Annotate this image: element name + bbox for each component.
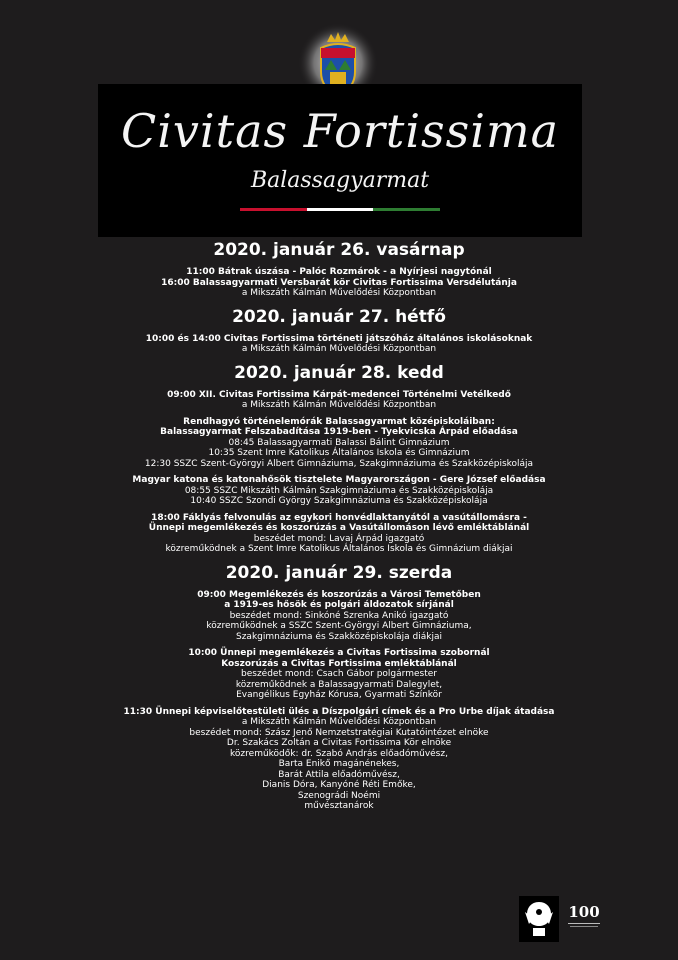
day-heading: 2020. január 26. vasárnap [213, 240, 465, 260]
event-line: Ünnepi megemlékezés és koszorúzás a Vasútállomáson lévő emléktáblánál [148, 523, 530, 533]
participants-line: közreműködnek a SSZC Szent-Györgyi Albert Gimnáziuma, [206, 621, 472, 631]
centenary-number: 100 [568, 903, 600, 921]
logo-underline [568, 923, 600, 924]
participants-line: Szakgimnáziuma és Szakközépiskolája diákjai [236, 631, 442, 642]
flag-red [240, 208, 307, 211]
eagle-emblem-icon [519, 896, 559, 942]
participants-line: Evangélikus Egyház Kórusa, Gyarmati Színkör [236, 690, 442, 700]
event-line: Balassagyarmat Felszabadítása 1919-ben - Tyekvicska Árpád előadása [160, 427, 518, 437]
participants-line: Dianis Dóra, Kanyóné Réti Emőke, [262, 780, 416, 790]
day-heading: 2020. január 27. hétfő [232, 306, 446, 327]
banner-title: Civitas Fortissima [121, 104, 559, 158]
flag-white [307, 208, 374, 211]
event-line: a 1919-es hősök és polgári áldozatok sírjánál [224, 600, 454, 610]
venue-line: a Mikszáth Kálmán Művelődési Központban [241, 717, 437, 727]
schedule-line: 10:35 Szent Imre Katolikus Általános Iskola és Gimnázium [208, 448, 470, 458]
centenary-logo [564, 904, 604, 930]
banner-subtitle: Balassagyarmat [250, 168, 430, 193]
event-line: 09:00 XII. Civitas Fortissima Kárpát-medencei Történelmi Vetélkedő [167, 389, 511, 400]
schedule-line: 08:55 SSZC Mikszáth Kálmán Szakgimnáziuma és Szakközépiskolája [184, 485, 494, 496]
venue-line: a Mikszáth Kálmán Művelődési Központban [241, 400, 437, 410]
participants-line: Szenográdi Noémi [297, 790, 381, 801]
day-heading: 2020. január 29. szerda [225, 562, 453, 583]
speaker-line: Dr. Szakács Zoltán a Civitas Fortissima Kör elnöke [226, 738, 452, 748]
schedule-line: 08:45 Balassagyarmati Balassi Bálint Gimnázium [228, 437, 450, 448]
program [0, 240, 678, 812]
participants-line: közreműködnek a Szent Imre Katolikus Általános Iskola és Gimnázium diákjai [165, 544, 513, 554]
participants-line: közreműködők: dr. Szabó András előadóművész, [230, 748, 448, 759]
participants-line: Barát Attila előadóművész, [278, 769, 400, 780]
event-line: Rendhagyó történelemórák Balassagyarmat középiskoláiban: [183, 416, 495, 427]
speaker-line: beszédet mond: Sinkóné Szrenka Anikó igazgató [229, 610, 449, 621]
speaker-line: beszédet mond: Szász Jenő Nemzetstratégiai Kutatóintézet elnöke [189, 727, 489, 738]
event-line: 16:00 Balassagyarmati Versbarát kör Civitas Fortissima Versdélutánja [161, 277, 517, 288]
venue-line: a Mikszáth Kálmán Művelődési Központban [241, 344, 437, 354]
speaker-line: beszédet mond: Lavaj Árpád igazgató [253, 533, 425, 544]
event-line: Magyar katona és katonahősök tisztelete Magyarországon - Gere József előadása [132, 475, 546, 485]
day-heading: 2020. január 28. kedd [234, 362, 444, 383]
title-banner [98, 84, 582, 237]
tricolor-stripe [240, 208, 440, 211]
flag-green [373, 208, 440, 211]
event-line: 11:00 Bátrak úszása - Palóc Rozmárok - a Nyírjesi nagytónál [186, 267, 492, 277]
participants-line: közreműködnek a Balassagyarmati Dalegylet, [235, 679, 443, 690]
event-line: 10:00 és 14:00 Civitas Fortissima történeti játszóház általános iskolásoknak [145, 333, 533, 344]
event-line: 11:30 Ünnepi képviselőtestületi ülés a Díszpolgári címek és a Pro Urbe díjak átadása [123, 706, 555, 717]
participants-line: művésztanárok [304, 801, 374, 811]
speaker-line: beszédet mond: Csach Gábor polgármester [241, 669, 437, 679]
event-line: 10:00 Ünnepi megemlékezés a Civitas Fortissima szobornál [188, 648, 490, 658]
event-line: Koszorúzás a Civitas Fortissima emléktáblánál [221, 658, 457, 669]
event-line: 09:00 Megemlékezés és koszorúzás a Városi Temetőben [197, 589, 481, 600]
venue-line: a Mikszáth Kálmán Művelődési Központban [241, 288, 437, 298]
logo-underline [570, 926, 598, 927]
participants-line: Barta Enikő magánénekes, [278, 759, 400, 769]
schedule-line: 12:30 SSZC Szent-Györgyi Albert Gimnáziuma, Szakgimnáziuma és Szakközépiskolája [144, 458, 534, 469]
event-line: 18:00 Fáklyás felvonulás az egykori honvédlaktanyától a vasútállomásra - [151, 512, 527, 523]
schedule-line: 10:40 SSZC Szondi György Szakgimnáziuma és Szakközépiskolája [190, 496, 488, 506]
